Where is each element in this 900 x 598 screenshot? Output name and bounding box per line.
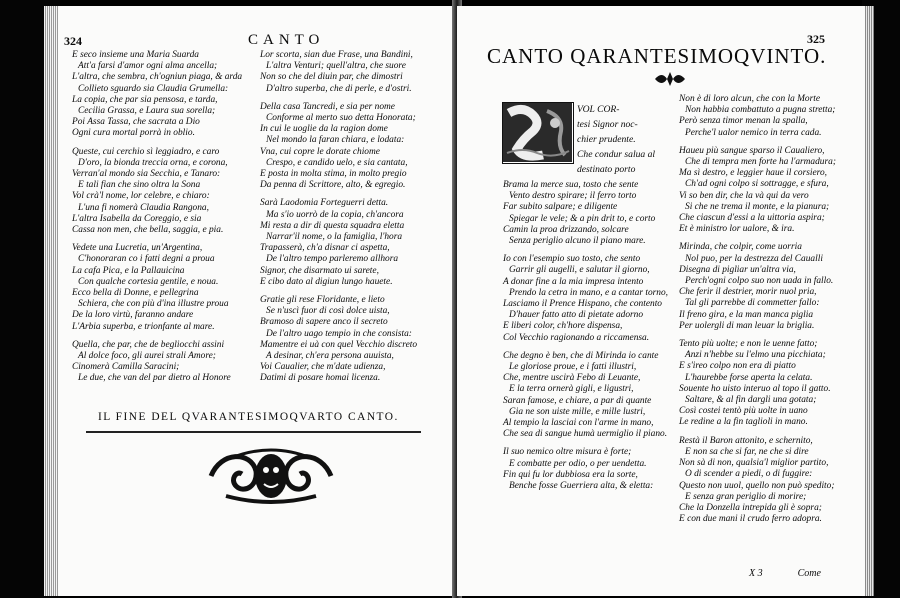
verse-line: Che di tempra men forte ha l'armadura; <box>685 157 836 168</box>
verse-line: Bramoso di sapere anco il secreto <box>260 317 388 328</box>
stanza <box>260 198 417 288</box>
verse-line: E liberi color, ch'hore dispensa, <box>503 321 623 332</box>
dropcap-woodcut-icon <box>502 102 574 164</box>
stanza <box>679 436 836 526</box>
verse-line: La copia, che par sia pensosa, e tarda, <box>72 94 218 105</box>
verse-line: Che ferir il destrier, morir nuol pria, <box>679 287 817 298</box>
verse-line: Nol puo, per la destrezza del Caualli <box>685 253 823 264</box>
verse-line: Gratie gli rese Floridante, e lieto <box>260 295 385 306</box>
verse-line: Le due, che van del par dietro al Honore <box>78 373 231 384</box>
verse-line: Garrir gli augelli, e salutar il giorno, <box>509 265 650 276</box>
stanza <box>260 102 417 192</box>
tailpiece-ornament-icon <box>206 446 336 506</box>
canto-title: CANTO QARANTESIMOQVINTO. <box>487 44 827 68</box>
verse-line: E s'ireo colpo non era di piatto <box>679 361 796 372</box>
verse-line: Schiera, che con più d'ina illustre proua <box>78 299 229 310</box>
verse-line: Mirinda, che colpir, come uorria <box>679 242 802 253</box>
verse-line: Non habbia combattuto a pugna stretta; <box>685 105 836 116</box>
verse-line: VOL COR- <box>577 104 620 115</box>
page-edges-right <box>864 6 874 596</box>
verse-line: Le gloriose proue, e i fatti illustri, <box>509 362 637 373</box>
verse-line: Vna, cui copre le dorate chiome <box>260 146 380 157</box>
verse-line: De la loro virtù, faranno andare <box>72 310 194 321</box>
canto-end-line: IL FINE DEL QVARANTESIMOQVARTO CANTO. <box>98 411 399 423</box>
verse-line: Le redine a la fin taglioli in mano. <box>679 417 808 428</box>
verse-line: Camin la proa drizzando, solcare <box>503 224 629 235</box>
verse-line: De l'altro tempo parleremo allhora <box>266 254 399 265</box>
verse-line: Il suo nemico oltre misura è forte; <box>503 447 632 458</box>
verse-line: Ecco bella di Donne, e pellegrina <box>72 288 199 299</box>
verse-line: Così costei tentò più uolte in uano <box>679 406 808 417</box>
stanza <box>72 243 242 333</box>
signature-and-catchword <box>749 568 821 579</box>
page-number: 324 <box>64 34 82 48</box>
verse-line: Vento destro spirare; il ferro torto <box>509 191 637 202</box>
verse-line: Il freno gira, e la man manca piglia <box>679 309 814 320</box>
verse-line: Si che ne trema il monte, e la pianura; <box>685 201 830 212</box>
stanza <box>72 147 242 237</box>
verse-line: L'altra Venturi; quell'altra, che suore <box>266 61 406 72</box>
verse-line: Collieto sguardo sia Claudia Grumella: <box>78 83 229 94</box>
catchword: Come <box>797 568 821 579</box>
verse-line: L'haurebbe forse aperta la celata. <box>685 372 813 383</box>
poem-column-left <box>503 180 668 499</box>
verse-line: Att'a farsi d'amor ogni alma ancella; <box>78 61 218 72</box>
verse-line: Mamentre ei uà con quel Vecchio discreto <box>260 339 418 350</box>
verse-line: Crespo, e candido uelo, e sia cantata, <box>266 157 408 168</box>
stanza <box>260 295 417 385</box>
verse-line: D'oro, la bionda treccia orna, e corona, <box>78 157 228 168</box>
stanza <box>260 50 417 95</box>
verse-line: Se n'uscì fuor di così dolce uista, <box>266 306 390 317</box>
verse-line: Ch'ad ogni colpo si sottragge, e sfura, <box>685 179 829 190</box>
verse-line: Datimi di posare homai licenza. <box>260 373 381 384</box>
verse-line: Cecilia Grassa, e Laura sua sorella; <box>78 106 216 117</box>
verse-line: Signor, che disarmato ui sarete, <box>260 265 379 276</box>
verse-line: E cibo dato al digiun lungo hauete. <box>260 276 393 287</box>
verse-line: Non sà di non, qualsia'l miglior partito, <box>679 458 829 469</box>
verse-line: Questo non uuol, quello non può spedito; <box>679 480 835 491</box>
verse-line: A desinar, ch'era persona auuista, <box>266 351 394 362</box>
verse-line: Cinomerà Camilla Saracini; <box>72 362 180 373</box>
stanza <box>679 94 836 139</box>
verse-line: Far subito salpare; e diligente <box>503 202 618 213</box>
verse-line: Che sea di sangue humà uermiglio il piano. <box>503 429 668 440</box>
stanza <box>679 146 836 236</box>
fleuron-icon <box>653 70 687 88</box>
stanza <box>679 242 836 332</box>
verse-line: Ma s'io uorrò de la copia, ch'ancora <box>266 209 404 220</box>
stanza <box>72 340 242 385</box>
verse-line: Ogni cura mortal porrà in oblio. <box>72 128 195 139</box>
verse-line: Prendo la cetra in mano, e a cantar torno, <box>509 287 669 298</box>
opening-lines <box>577 102 655 177</box>
verse-line: Poi Assa Tassa, che sacrata a Dio <box>72 117 200 128</box>
verse-line: Trapasserà, ch'a disnar ci aspetta, <box>260 243 390 254</box>
verse-line: Disegna di pigliar un'altra via, <box>679 264 796 275</box>
verse-line: Sarà Laodomia Forteguerri detta. <box>260 198 389 209</box>
verse-line: chier prudente. <box>577 134 636 145</box>
verse-line: E non sa che si far, ne che si dire <box>685 446 809 457</box>
verse-line: Che, mentre uscirà Febo di Leuante, <box>503 373 641 384</box>
poem-column-right <box>260 50 417 392</box>
verse-line: Della casa Tancredi, e sia per nome <box>260 101 395 112</box>
verse-line: Cassa non men, che bella, saggia, e pia. <box>72 225 224 236</box>
verse-line: Vi so ben dir, che la và qui da vero <box>679 190 809 201</box>
verse-line: Io con l'esempio suo tosto, che sento <box>503 254 641 265</box>
verse-line: tesi Signor noc- <box>577 119 638 130</box>
stanza <box>679 339 836 429</box>
verse-line: Anzi n'hebbe su l'elmo una picchiata; <box>685 350 826 361</box>
verse-line: Col Vecchio ragionando a riccamensa. <box>503 332 650 343</box>
page-edges-left <box>44 6 58 596</box>
verse-line: Spiegar le vele; & a pin drit to, e corto <box>509 213 656 224</box>
verse-line: Narrar'il nome, o la famiglia, l'hora <box>266 232 403 243</box>
verse-line: L'altra Isabella da Coreggio, e sia <box>72 213 202 224</box>
verse-line: E posta in molta stima, in molto pregio <box>260 169 407 180</box>
verse-line: Con qualche cortesia gentile, e noua. <box>78 276 219 287</box>
verse-line: destinato porto <box>577 164 636 175</box>
verse-line: Gia ne son uiste mille, e mille lustri, <box>509 406 646 417</box>
verse-line: E con due mani il crudo ferro adopra. <box>679 514 822 525</box>
verse-line: Perch'ogni colpo suo non uada in fallo. <box>685 276 834 287</box>
verse-line: Senza periglio alcuno il piano mare. <box>509 236 646 247</box>
verse-line: E la terra ornerà gigli, e ligustri, <box>509 384 634 395</box>
verse-line: E seco insieme una Maria Suarda <box>72 50 199 60</box>
verse-line: Che la Donzella intrepida gli è sopra; <box>679 502 822 513</box>
verse-line: Saltare, & al fin dargli una gotata; <box>685 395 817 406</box>
page-number: 325 <box>807 32 825 46</box>
verse-line: Brama la merce sua, tosto che sente <box>503 180 639 190</box>
verse-line: Fin qui fu lor dubbiosa era la sorte, <box>503 469 638 480</box>
verse-line: Lasciamo il Prence Hispano, che contento <box>503 299 662 310</box>
verse-line: In cui le uoglie da la ragion dome <box>260 124 388 135</box>
left-page <box>58 6 456 596</box>
verse-line: Tal gli parrebbe di commetter fallo: <box>685 298 820 309</box>
verse-line: Et è ministro lor ualore, & ira. <box>679 224 795 235</box>
running-head: CANTO <box>248 32 325 48</box>
signature-mark: X 3 <box>749 568 763 579</box>
verse-line: E combatte per odio, o per uendetta. <box>509 458 647 469</box>
verse-line: Non è di loro alcun, che con la Morte <box>679 94 821 104</box>
poem-column-left <box>72 50 242 392</box>
verse-line: A donar fine a la mia impresa intento <box>503 276 644 287</box>
verse-line: Conforme al merto suo detta Honorata; <box>266 113 416 124</box>
verse-line: Quella, che par, che de begliocchi assini <box>72 339 225 350</box>
verse-line: Mi resta a dir di questa squadra eletta <box>260 220 405 231</box>
verse-line: Tento più uolte; e non le uenne fatto; <box>679 339 818 350</box>
verse-line: Verran'al mondo sia Secchia, e Tanaro: <box>72 169 221 180</box>
verse-line: Souente ho uisto interuo al topo il gatto. <box>679 383 831 394</box>
verse-line: D'hauer fatto atto di pietate adorno <box>509 310 644 321</box>
verse-line: Benche fosse Guerriera alta, & eletta: <box>509 481 654 492</box>
verse-line: Perche'l ualor nemico in terra cada. <box>685 127 822 138</box>
verse-line: Ma sì destro, e leggier haue il corsiero, <box>679 168 827 179</box>
verse-line: De l'altro uago tempio in che consista: <box>266 328 412 339</box>
stanza <box>503 254 668 344</box>
verse-line: Da penna di Scrittore, alto, & egregio. <box>260 180 406 191</box>
verse-line: L'altra, che sembra, ch'ogniun piaga, & arda <box>72 72 243 83</box>
verse-line: L'una fi nomerà Claudia Rangona, <box>78 202 209 213</box>
divider <box>86 431 421 433</box>
verse-line: Restà il Baron attonito, e schernito, <box>679 435 813 446</box>
verse-line: La cafa Pica, e la Pallauicina <box>72 265 185 276</box>
verse-line: Nel mondo la faran chiara, e lodata: <box>266 135 405 146</box>
verse-line: Haueu più sangue sparso il Caualiero, <box>679 145 825 156</box>
right-page <box>457 6 865 596</box>
verse-line: Per uolergli di man leuar la briglia. <box>679 320 815 331</box>
verse-line: Voi Caualier, che m'date udienza, <box>260 362 386 373</box>
verse-line: Lor scorta, sian due Frase, una Bandini, <box>260 50 413 60</box>
verse-line: L'Arbia superba, e trionfante al mare. <box>72 321 215 332</box>
stanza <box>503 180 668 247</box>
verse-line: E senza gran periglio di morire; <box>685 491 807 502</box>
verse-line: Vedete una Lucretia, un'Argentina, <box>72 243 203 254</box>
verse-line: Al tempio la lasciai con l'arme in mano, <box>503 418 654 429</box>
stanza <box>503 447 668 492</box>
poem-column-right <box>679 94 836 532</box>
stanza <box>72 50 242 140</box>
verse-line: Che condur salua al <box>577 149 656 160</box>
verse-line: Queste, cui cerchio sì leggiadro, e caro <box>72 146 220 157</box>
verse-line: Al dolce foco, gli aurei strali Amore; <box>78 351 216 362</box>
verse-line: Non so che del diuin par, che dimostri <box>260 72 403 83</box>
verse-line: D'altro superba, che di perle, e d'ostri. <box>266 83 412 94</box>
verse-line: Vol crà'l nome, lor celebre, e chiaro: <box>72 191 210 202</box>
verse-line: O di scender a piedi, o di fuggire: <box>685 469 813 480</box>
verse-line: Che degno è ben, che di Mirinda io cante <box>503 350 659 361</box>
stanza <box>503 351 668 441</box>
verse-line: E tali fian che sino oltra la Sona <box>78 180 201 191</box>
verse-line: Però senza timor menan la spalla, <box>679 116 808 127</box>
verse-line: C'honoraran co i fatti degni a proua <box>78 254 215 265</box>
verse-line: Saran famose, e chiare, a par di quante <box>503 395 652 406</box>
verse-line: Che ciascun d'essi a la uittoria aspira; <box>679 213 825 224</box>
